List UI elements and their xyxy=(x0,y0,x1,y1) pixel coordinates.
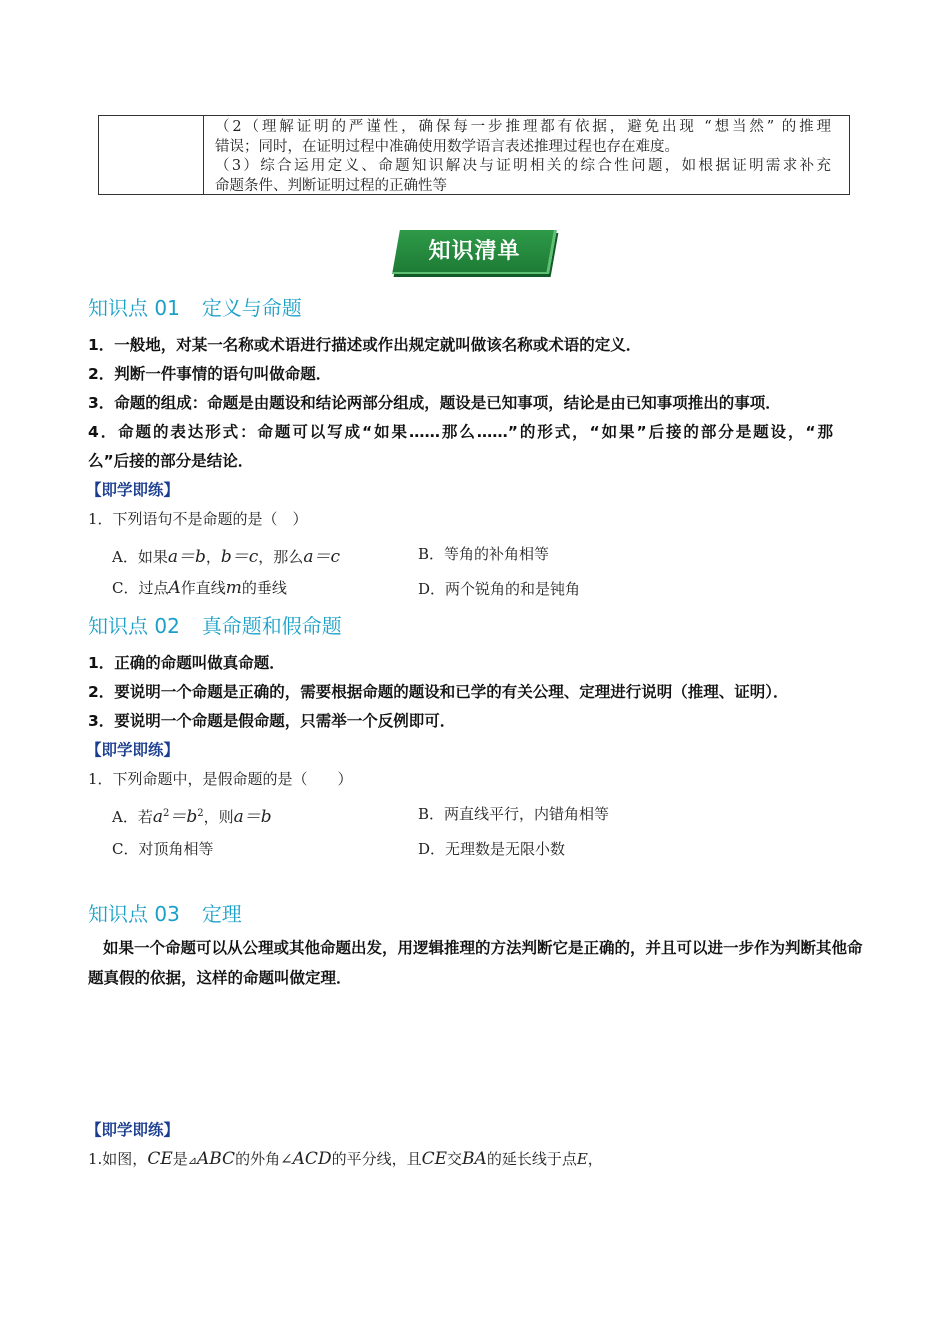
math: ABC xyxy=(196,1149,236,1169)
section-banner-label: 知识清单 xyxy=(428,239,521,264)
math: ACD xyxy=(292,1149,332,1169)
math: a xyxy=(152,807,163,827)
kp1-option-b: B．等角的补角相等 xyxy=(418,545,550,563)
table-line-3: （3）综合运用定义、命题知识解决与证明相关的综合性问题，如根据证明需求补充 xyxy=(215,158,831,174)
math: a＝b xyxy=(233,807,272,827)
kp2-number: 知识点 02 xyxy=(88,614,180,638)
kp3-title: 定理 xyxy=(201,902,242,926)
kp3-question-prefix: 1.如图， xyxy=(88,1150,148,1168)
kp3-paragraph: 如果一个命题可以从公理或其他命题出发，用逻辑推理的方法判断它是正确的，并且可以进一步作为判断其他命题真假的依据，这样的命题叫做定理． xyxy=(88,939,863,987)
math: b xyxy=(186,807,198,827)
kp1-practice-label: 【即学即练】 xyxy=(86,481,180,499)
kp1-option-c-text: C．过点 xyxy=(112,579,169,597)
kp1-item-3: 3．命题的组成：命题是由题设和结论两部分组成，题设是已知事项，结论是由已知事项推出的事项． xyxy=(88,394,781,412)
table-line-1: （2（理解证明的严谨性，确保每一步推理都有依据，避免出现 “想当然” 的推理 xyxy=(215,119,831,135)
kp1-option-c-suffix: 的垂线 xyxy=(241,579,287,597)
exponent: 2 xyxy=(197,808,204,819)
kp2-item-3: 3．要说明一个命题是假命题，只需举一个反例即可． xyxy=(88,712,456,730)
kp2-option-b: B．两直线平行，内错角相等 xyxy=(418,805,610,823)
objectives-table xyxy=(98,115,850,195)
math: E xyxy=(576,1150,588,1168)
kp3-number: 知识点 03 xyxy=(88,902,180,926)
math: CE xyxy=(421,1149,448,1169)
kp1-item-4-cont: 么”后接的部分是结论． xyxy=(88,452,254,470)
math: m xyxy=(225,578,242,598)
kp2-option-c: C．对顶角相等 xyxy=(112,840,214,858)
kp1-item-1: 1．一般地，对某一名称或术语进行描述或作出规定就叫做该名称或术语的定义． xyxy=(88,336,642,354)
kp1-option-c xyxy=(112,577,287,598)
kp3-heading xyxy=(88,898,242,927)
kp3-question-text: 的外角 xyxy=(235,1150,281,1168)
kp3-question-text: 交 xyxy=(447,1150,463,1168)
math: b＝c xyxy=(220,547,259,567)
kp1-item-2: 2．判断一件事情的语句叫做命题． xyxy=(88,365,332,383)
math: CE xyxy=(147,1149,173,1169)
kp1-option-d: D．两个锐角的和是钝角 xyxy=(418,580,581,598)
math: A xyxy=(168,578,181,598)
kp2-heading xyxy=(88,610,342,639)
kp1-number: 知识点 01 xyxy=(88,296,180,320)
math: a＝b xyxy=(167,547,206,567)
kp1-heading xyxy=(88,292,302,321)
triangle-symbol: ⊿ xyxy=(187,1154,197,1167)
kp1-option-c-mid: 作直线 xyxy=(180,579,226,597)
kp1-option-a xyxy=(112,542,340,567)
angle-symbol: ∠ xyxy=(280,1150,293,1168)
kp1-option-a-mid: ，那么 xyxy=(258,548,304,566)
table-line-2: 错误；同时，在证明过程中准确使用数学语言表述推理过程也存在难度。 xyxy=(215,138,679,155)
kp2-option-a xyxy=(112,802,272,827)
table-line-4: 命题条件、判断证明过程的正确性等 xyxy=(215,177,447,194)
kp3-practice-label: 【即学即练】 xyxy=(86,1121,180,1139)
table-cell-text xyxy=(215,118,831,196)
kp3-question xyxy=(88,1148,603,1169)
table-divider xyxy=(203,116,204,194)
kp3-question-text: 是 xyxy=(172,1150,188,1168)
kp1-option-a-text: A．如果 xyxy=(112,548,168,566)
kp2-practice-label: 【即学即练】 xyxy=(86,741,180,759)
math: BA xyxy=(462,1149,487,1169)
kp2-item-2: 2．要说明一个命题是正确的，需要根据命题的题设和已学的有关公理、定理进行说明（推理、证明）． xyxy=(88,683,789,701)
kp2-option-a-mid: ，则 xyxy=(203,808,234,826)
kp2-question: 1．下列命题中，是假命题的是（ ） xyxy=(88,770,353,788)
exponent: 2 xyxy=(162,808,170,819)
kp3-question-text: 的延长线于点 xyxy=(486,1150,577,1168)
kp1-option-a-sep: ， xyxy=(205,548,221,566)
kp2-option-d: D．无理数是无限小数 xyxy=(418,840,566,858)
kp1-question: 1．下列语句不是命题的是（ ） xyxy=(88,510,308,528)
kp3-question-text: ， xyxy=(587,1150,603,1168)
kp2-option-a-text: A．若 xyxy=(112,808,153,826)
kp3-question-text: 的平分线，且 xyxy=(331,1150,422,1168)
kp2-title: 真命题和假命题 xyxy=(201,614,342,638)
math: ＝ xyxy=(169,807,187,827)
kp1-item-4: 4．命题的表达形式：命题可以写成“如果……那么……”的形式，“如果”后接的部分是题设，“那 xyxy=(88,423,833,441)
kp2-item-1: 1．正确的命题叫做真命题． xyxy=(88,654,285,672)
math: a＝c xyxy=(303,547,340,567)
kp1-title: 定义与命题 xyxy=(201,296,302,320)
